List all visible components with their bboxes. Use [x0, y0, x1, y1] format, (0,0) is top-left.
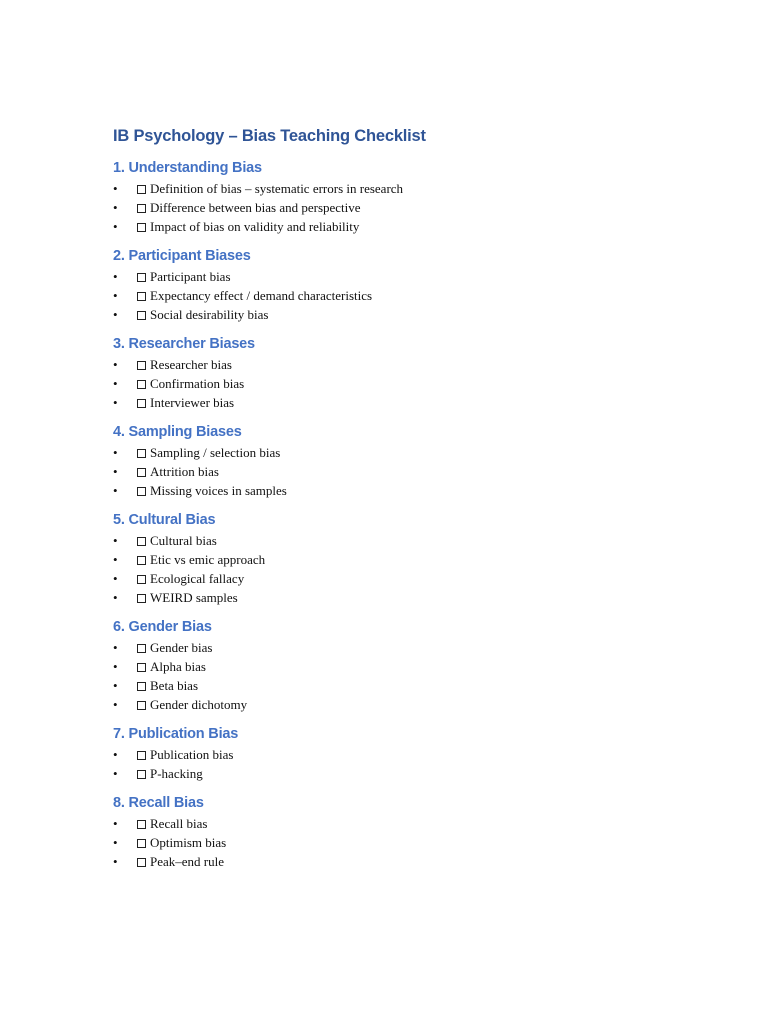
checklist-item: [113, 745, 713, 764]
checklist-item: [113, 676, 713, 695]
section-heading: 8. Recall Bias: [113, 795, 204, 811]
checklist-section: [113, 724, 713, 783]
empty-checkbox-icon[interactable]: [137, 273, 146, 282]
section-heading: 1. Understanding Bias: [113, 160, 262, 176]
checklist: [113, 638, 713, 714]
bullet-icon: •: [113, 376, 118, 391]
checklist-item-label: Etic vs emic approach: [150, 552, 266, 567]
checklist-item: [113, 443, 713, 462]
empty-checkbox-icon[interactable]: [137, 185, 146, 194]
document-page: [113, 124, 713, 871]
checklist: [113, 267, 713, 324]
bullet-icon: •: [113, 483, 118, 498]
bullet-icon: •: [113, 200, 118, 215]
checklist-item: [113, 852, 713, 871]
empty-checkbox-icon[interactable]: [137, 380, 146, 389]
bullet-icon: •: [113, 697, 118, 712]
checklist-item-label: Participant bias: [150, 269, 231, 284]
checklist: [113, 531, 713, 607]
checklist-section: [113, 510, 713, 607]
empty-checkbox-icon[interactable]: [137, 682, 146, 691]
checklist: [113, 814, 713, 871]
bullet-icon: •: [113, 181, 118, 196]
bullet-icon: •: [113, 640, 118, 655]
checklist-section: [113, 158, 713, 236]
checklist-item: [113, 764, 713, 783]
bullet-icon: •: [113, 816, 118, 831]
checklist-item: [113, 355, 713, 374]
checklist-section: [113, 617, 713, 714]
checklist-item-label: Cultural bias: [150, 533, 217, 548]
checklist-item: [113, 286, 713, 305]
section-heading: 7. Publication Bias: [113, 726, 239, 742]
empty-checkbox-icon[interactable]: [137, 361, 146, 370]
checklist-item: [113, 531, 713, 550]
checklist-item: [113, 481, 713, 500]
checklist-item-label: Gender bias: [150, 640, 213, 655]
empty-checkbox-icon[interactable]: [137, 751, 146, 760]
bullet-icon: •: [113, 219, 118, 234]
bullet-icon: •: [113, 464, 118, 479]
bullet-icon: •: [113, 533, 118, 548]
checklist-item: [113, 198, 713, 217]
checklist-item-label: Gender dichotomy: [150, 697, 248, 712]
checklist-item: [113, 550, 713, 569]
checklist: [113, 443, 713, 500]
empty-checkbox-icon[interactable]: [137, 537, 146, 546]
checklist-item-label: Recall bias: [150, 816, 208, 831]
checklist-item: [113, 814, 713, 833]
empty-checkbox-icon[interactable]: [137, 204, 146, 213]
bullet-icon: •: [113, 269, 118, 284]
bullet-icon: •: [113, 659, 118, 674]
checklist-section: [113, 793, 713, 871]
checklist-item-label: Difference between bias and perspective: [150, 200, 361, 215]
section-heading: 3. Researcher Biases: [113, 336, 255, 352]
checklist-item-label: Alpha bias: [150, 659, 206, 674]
bullet-icon: •: [113, 590, 118, 605]
checklist-item-label: Impact of bias on validity and reliability: [150, 219, 360, 234]
bullet-icon: •: [113, 747, 118, 762]
empty-checkbox-icon[interactable]: [137, 820, 146, 829]
bullet-icon: •: [113, 445, 118, 460]
checklist-item: [113, 638, 713, 657]
checklist-item-label: Definition of bias – systematic errors in research: [150, 181, 404, 196]
checklist-item-label: Social desirability bias: [150, 307, 269, 322]
checklist-item: [113, 374, 713, 393]
section-heading: 5. Cultural Bias: [113, 512, 216, 528]
section-heading: 4. Sampling Biases: [113, 424, 242, 440]
empty-checkbox-icon[interactable]: [137, 701, 146, 710]
empty-checkbox-icon[interactable]: [137, 644, 146, 653]
empty-checkbox-icon[interactable]: [137, 399, 146, 408]
empty-checkbox-icon[interactable]: [137, 468, 146, 477]
checklist-item: [113, 179, 713, 198]
empty-checkbox-icon[interactable]: [137, 487, 146, 496]
bullet-icon: •: [113, 571, 118, 586]
checklist-section: [113, 422, 713, 500]
checklist-item: [113, 217, 713, 236]
checklist-item-label: Ecological fallacy: [150, 571, 245, 586]
checklist-item-label: WEIRD samples: [150, 590, 238, 605]
empty-checkbox-icon[interactable]: [137, 575, 146, 584]
empty-checkbox-icon[interactable]: [137, 594, 146, 603]
checklist-sections: [113, 158, 713, 871]
bullet-icon: •: [113, 307, 118, 322]
checklist-item-label: Peak–end rule: [150, 854, 225, 869]
section-heading: 6. Gender Bias: [113, 619, 212, 635]
checklist-item-label: Confirmation bias: [150, 376, 245, 391]
bullet-icon: •: [113, 395, 118, 410]
bullet-icon: •: [113, 357, 118, 372]
checklist-item-label: P-hacking: [150, 766, 203, 781]
empty-checkbox-icon[interactable]: [137, 449, 146, 458]
checklist-item: [113, 393, 713, 412]
bullet-icon: •: [113, 766, 118, 781]
empty-checkbox-icon[interactable]: [137, 858, 146, 867]
checklist-item-label: Missing voices in samples: [150, 483, 287, 498]
bullet-icon: •: [113, 288, 118, 303]
checklist-item-label: Attrition bias: [150, 464, 219, 479]
checklist: [113, 745, 713, 783]
checklist-item: [113, 462, 713, 481]
checklist-item-label: Expectancy effect / demand characteristics: [150, 288, 373, 303]
document-title: IB Psychology – Bias Teaching Checklist: [113, 127, 426, 145]
checklist-item: [113, 569, 713, 588]
bullet-icon: •: [113, 854, 118, 869]
empty-checkbox-icon[interactable]: [137, 223, 146, 232]
checklist-item-label: Publication bias: [150, 747, 234, 762]
empty-checkbox-icon[interactable]: [137, 556, 146, 565]
checklist-item: [113, 833, 713, 852]
empty-checkbox-icon[interactable]: [137, 663, 146, 672]
checklist-section: [113, 246, 713, 324]
empty-checkbox-icon[interactable]: [137, 292, 146, 301]
checklist-item: [113, 588, 713, 607]
checklist-item-label: Optimism bias: [150, 835, 227, 850]
checklist: [113, 179, 713, 236]
bullet-icon: •: [113, 835, 118, 850]
empty-checkbox-icon[interactable]: [137, 311, 146, 320]
checklist-item: [113, 657, 713, 676]
checklist-item-label: Researcher bias: [150, 357, 232, 372]
bullet-icon: •: [113, 552, 118, 567]
checklist-item-label: Interviewer bias: [150, 395, 235, 410]
checklist-item-label: Beta bias: [150, 678, 199, 693]
checklist-item: [113, 305, 713, 324]
checklist-item: [113, 267, 713, 286]
section-heading: 2. Participant Biases: [113, 248, 251, 264]
checklist-section: [113, 334, 713, 412]
checklist-item: [113, 695, 713, 714]
empty-checkbox-icon[interactable]: [137, 839, 146, 848]
empty-checkbox-icon[interactable]: [137, 770, 146, 779]
bullet-icon: •: [113, 678, 118, 693]
checklist-item-label: Sampling / selection bias: [150, 445, 281, 460]
checklist: [113, 355, 713, 412]
